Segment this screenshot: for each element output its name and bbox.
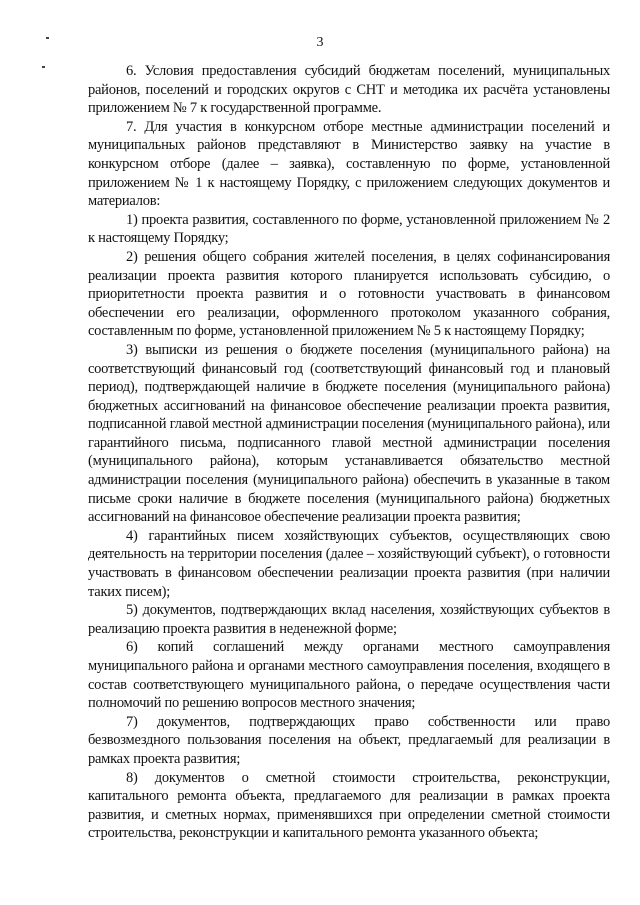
list-item-8-estimate-docs: 8) документов о сметной стоимости строительства, реконструкции, капитального ремонта объекта, предлагаемого для реализации в рамках проекта развития, и сметных нормах, применявшихся при определении сметной стоимости строительства, реконструкции и капитального ремонта указанного объекта; [88,769,610,842]
list-item-7-ownership-docs: 7) документов, подтверждающих право собственности или право безвозмездного пользования поселения на объект, предлагаемый для реализации в рамках проекта развития; [88,713,610,767]
list-item-2-meeting-decision: 2) решения общего собрания жителей поселения, в целях софинансирования реализации проекта развития которого планируется использовать субсидию, о приоритетности проекта развития и о готовности участвовать в финансовом обеспечении его реализации, оформленного протоколом указанного собрания, составленным по форме, установленной приложением № 5 к настоящему Порядку; [88,248,610,340]
list-item-3-budget-extract: 3) выписки из решения о бюджете поселения (муниципального района) на соответствующий финансовый год (соответствующий финансовый год и плановый период), подтверждающей наличие в бюджете поселения (муниципального района) бюджетных ассигнований на финансовое обеспечение реализации проекта развития, подписанной главой местной администрации поселения (муниципального района), или гарантийного письма, подписанного главой местной администрации поселения (муниципального района), которым устанавливается обязательство местной администрации поселения (муниципального района) обеспечить в указанные в таком письме сроки наличие в бюджете поселения (муниципального района) бюджетных ассигнований на финансовое обеспечение реализации проекта развития; [88,341,610,526]
list-item-1-project: 1) проекта развития, составленного по форме, установленной приложением № 2 к настоящему Порядку; [88,211,610,247]
paragraph-7-application: 7. Для участия в конкурсном отборе местные администрации поселений и муниципальных районов представляют в Министерство заявку на участие в конкурсном отборе (далее – заявка), составленную по форме, установленной приложением № 1 к настоящему Порядку, с приложением следующих документов и материалов: [88,118,610,210]
list-item-4-guarantee-letters: 4) гарантийных писем хозяйствующих субъектов, осуществляющих свою деятельность на территории поселения (далее – хозяйствующий субъект), о готовности участвовать в финансовом обеспечении реализации проекта развития (при наличии таких писем); [88,527,610,600]
scan-mark [42,66,45,68]
document-body [88,62,610,843]
list-item-6-agreements: 6) копий соглашений между органами местного самоуправления муниципального района и органами местного самоуправления поселения, входящего в состав соответствующего муниципального района, о передаче осуществления части полномочий по решению вопросов местного значения; [88,639,610,712]
page-number: 3 [316,35,324,50]
list-item-5-contribution-docs: 5) документов, подтверждающих вклад населения, хозяйствующих субъектов в реализацию проекта развития в неденежной форме; [88,602,610,637]
paragraph-6-subsidy-conditions: 6. Условия предоставления субсидий бюджетам поселений, муниципальных районов, поселений и городских округов с СНТ и методика их расчёта установлены приложением № 7 к государственной программе. [88,63,610,117]
